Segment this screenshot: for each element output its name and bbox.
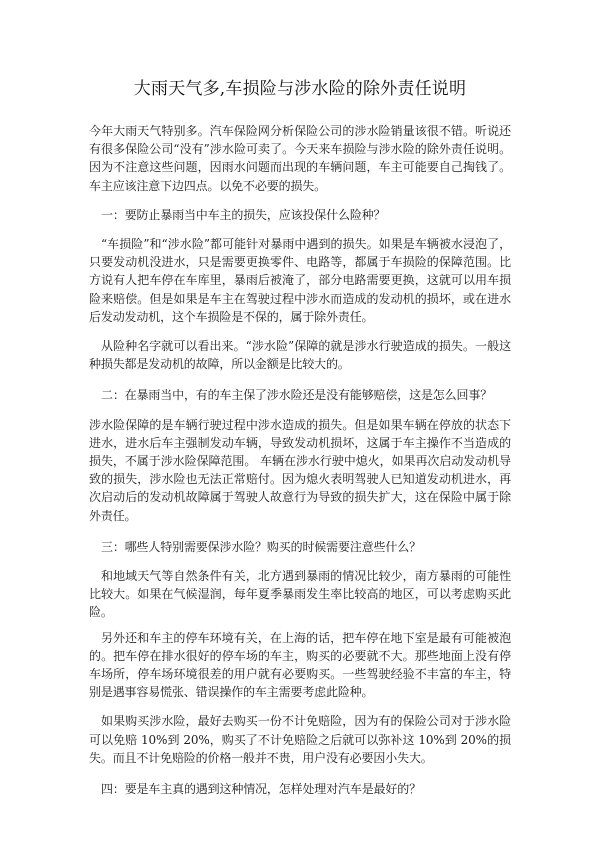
answer-1-paragraph: “车损险”和“涉水险”都可能针对暴雨中遇到的损失。如果是车辆被水浸泡了，只要发动机没进水，只是需要更换零件、电路等，都属于车损险的保障范围。比方说有人把车停在车库里，暴雨后被淹了，部分电路需要更换，这就可以用车损险来赔偿。但是如果是车主在驾驶过程中涉水而造成的发动机的损坏，或在进水后发动发动机，这个车损险是不保的，属于除外责任。 [89,237,511,324]
question-4-heading: 四：要是车主真的遇到这种情况，怎样处理对汽车是最好的？ [101,782,421,797]
answer-3-parking-paragraph: 另外还和车主的停车环境有关，在上海的话，把车停在地下室是最有可能被泡的。把车停在排水很好的停车场的车主，购买的必要就不大。那些地面上没有停车场所，停车场环境很差的用户就有必要购买。一些驾驶经验不丰富的车主，特别是遇事容易慌张、错误操作的车主需要考虑此险种。 [89,630,511,700]
question-3-heading: 三：哪些人特别需要保涉水险？购买的时候需要注意些什么？ [101,539,421,554]
document-title: 大雨天气多,车损险与涉水险的除外责任说明 [133,79,467,99]
answer-3-region-paragraph: 和地域天气等自然条件有关，北方遇到暴雨的情况比较少，南方暴雨的可能性比较大。如果在气候湿润，每年夏季暴雨发生率比较高的地区，可以考虑购买此险。 [89,569,511,620]
question-2-heading: 二：在暴雨当中，有的车主保了涉水险还是没有能够赔偿，这是怎么回事？ [101,388,493,403]
answer-2-paragraph: 涉水险保障的是车辆行驶过程中涉水造成的损失。但是如果车辆在停放的状态下进水，进水后车主强制发动车辆，导致发动机损坏，这属于车主操作不当造成的损失，不属于涉水险保障范围。 车辆在涉水行驶中熄火，如果再次启动发动机导致的损失，涉水险也无法正常赔付。因为熄火表明驾驶人已知道发动机进水，再次启动后的发动机故障属于驾驶人故意行为导致的损失扩大，这在保险中属于除外责任。 [89,417,511,523]
document-body [89,122,511,798]
answer-1-followup-paragraph: 从险种名字就可以看出来。“涉水险”保障的就是涉水行驶造成的损失。一般这种损失都是发动机的故障，所以金额是比较大的。 [89,339,511,372]
answer-3-deductible-paragraph: 如果购买涉水险，最好去购买一份不计免赔险，因为有的保险公司对于涉水险可以免赔 10%到 20%，购买了不计免赔险之后就可以弥补这 10%到 20%的损失。而且不计免赔险的价格一般并不贵，用户没有必要因小失大。 [89,714,511,765]
intro-paragraph: 今年大雨天气特别多。汽车保险网分析保险公司的涉水险销量该很不错。听说还有很多保险公司“没有”涉水险可卖了。今天来车损险与涉水险的除外责任说明。因为不注意这些问题，因雨水问题而出现的车辆问题，车主可能要自己掏钱了。车主应该注意下边四点。以免不必要的损失。 [89,124,511,193]
question-1-heading: 一：要防止暴雨当中车主的损失，应该投保什么险种？ [101,207,386,222]
